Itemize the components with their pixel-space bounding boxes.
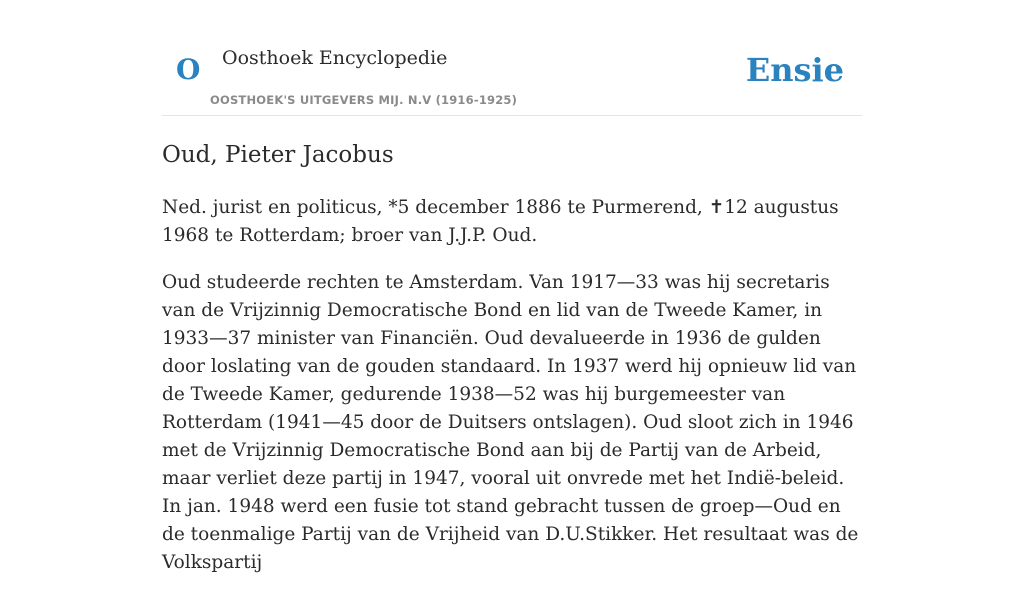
article-body	[162, 138, 862, 596]
site-title[interactable]: Oosthoek Encyclopedie	[222, 47, 448, 69]
site-header	[162, 40, 862, 116]
site-subtitle: OOSTHOEK'S UITGEVERS MIJ. N.V (1916-1925)	[210, 93, 518, 107]
article-paragraph-intro: Ned. jurist en politicus, *5 december 1886 te Purmerend, ✝12 augustus 1968 te Rotterdam; broer van J.J.P. Oud.	[162, 197, 839, 246]
site-logo[interactable]: O	[176, 53, 201, 86]
article-title: Oud, Pieter Jacobus	[162, 142, 394, 168]
article-paragraph-biography: Oud studeerde rechten te Amsterdam. Van 1917—33 was hij secretaris van de Vrijzinnig Democratische Bond en lid van de Tweede Kamer, in 1933—37 minister van Financiën. Oud devalueerde in 1936 de gulden door loslating van de gouden standaard. In 1937 werd hij opnieuw lid van de Tweede Kamer, gedurende 1938—52 was hij burgemeester van Rotterdam (1941—45 door de Duitsers ontslagen). Oud sloot zich in 1946 met de Vrijzinnig Democratische Bond aan bij de Partij van de Arbeid, maar verliet deze partij in 1947, vooral uit onvrede met het Indië-beleid. In jan. 1948 werd een fusie tot stand gebracht tussen de groep—Oud en de toenmalige Partij van de Vrijheid van D.U.Stikker. Het resultaat was de Volkspartij	[162, 272, 859, 573]
brand-logo-link[interactable]: Ensie	[745, 51, 844, 89]
